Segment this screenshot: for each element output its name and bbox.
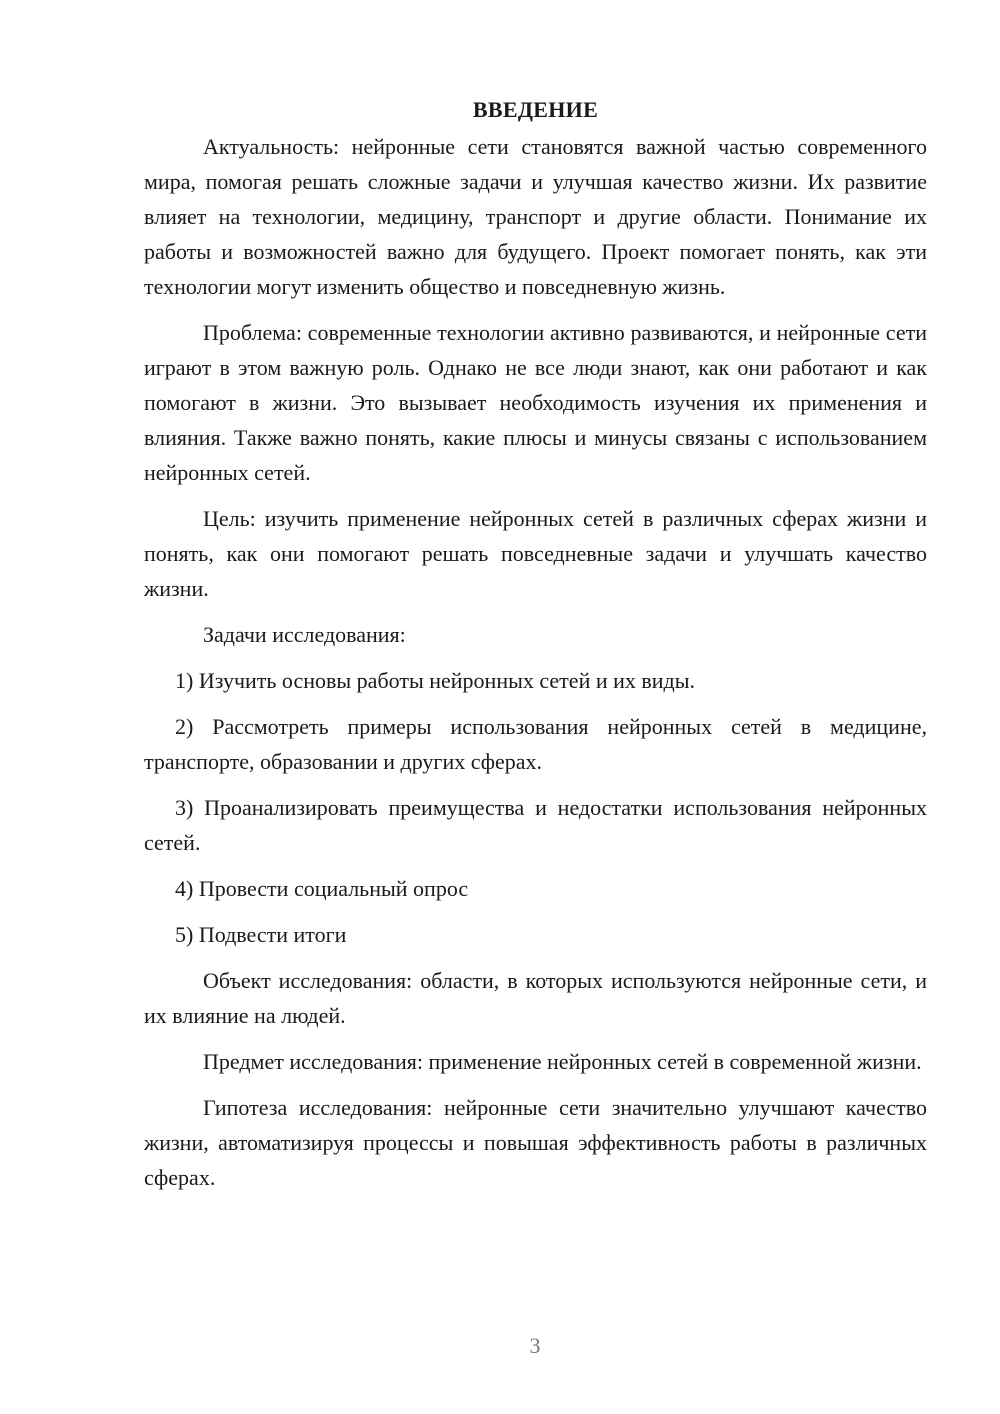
task-item-4: 4) Провести социальный опрос: [175, 876, 469, 901]
task-item-5: 5) Подвести итоги: [175, 922, 347, 947]
paragraph-object: Объект исследования: области, в которых используются нейронные сети, и их влияние на людей.: [144, 968, 927, 1028]
page-content: [144, 93, 927, 1206]
paragraph-problem: Проблема: современные технологии активно развиваются, и нейронные сети играют в этом важную роль. Однако не все люди знают, как они работают и как помогают в жизни. Это вызывает необходимость изучения их применения и влияния. Также важно понять, какие плюсы и минусы связаны с использованием нейронных сетей.: [144, 320, 927, 485]
paragraph-hypothesis: Гипотеза исследования: нейронные сети значительно улучшают качество жизни, автоматизируя процессы и повышая эффективность работы в различных сферах.: [144, 1095, 927, 1190]
page-number: 3: [529, 1333, 541, 1358]
paragraph-relevance: Актуальность: нейронные сети становятся важной частью современного мира, помогая решать сложные задачи и улучшая качество жизни. Их развитие влияет на технологии, медицину, транспорт и другие области. Понимание их работы и возможностей важно для будущего. Проект помогает понять, как эти технологии могут изменить общество и повседневную жизнь.: [144, 134, 927, 299]
tasks-list: [144, 663, 927, 952]
task-item-3: 3) Проанализировать преимущества и недостатки использования нейронных сетей.: [144, 795, 927, 855]
task-item-1: 1) Изучить основы работы нейронных сетей и их виды.: [175, 668, 696, 693]
task-item-2: 2) Рассмотреть примеры использования нейронных сетей в медицине, транспорте, образовании и других сферах.: [144, 714, 927, 774]
tasks-heading: Задачи исследования:: [203, 622, 406, 647]
page-title: ВВЕДЕНИЕ: [472, 97, 599, 122]
paragraph-goal: Цель: изучить применение нейронных сетей в различных сферах жизни и понять, как они помогают решать повседневные задачи и улучшать качество жизни.: [144, 506, 927, 601]
paragraph-subject: Предмет исследования: применение нейронных сетей в современной жизни.: [203, 1049, 922, 1074]
